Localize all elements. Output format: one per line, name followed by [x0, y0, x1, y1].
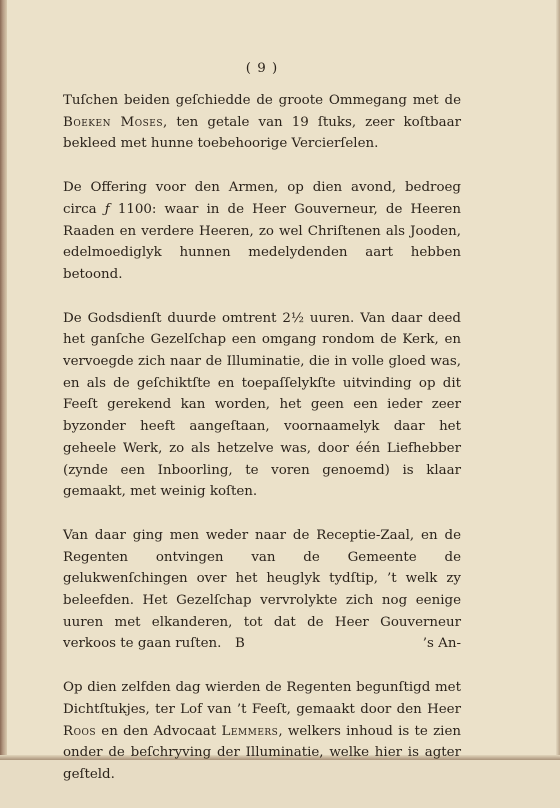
page-text-block	[63, 54, 461, 808]
signature-mark: B	[235, 636, 245, 651]
paragraph-text: Op dien zelfden dag wierden de Regenten begunſtigd met Dichtſtukjes, ter Lof van ’t Feeſt, gemaakt door den Heer	[63, 680, 461, 717]
paragraph-text: De Offering voor den Armen, op dien avond, bedroeg circa	[63, 180, 461, 217]
paragraph	[63, 177, 461, 286]
paragraph	[63, 677, 461, 786]
paragraph	[63, 90, 461, 155]
paragraph-text: , welkers inhoud is te zien onder de beſchryving der Illuminatie, welke hier is agter geſteld.	[63, 723, 461, 782]
page-left-edge	[0, 0, 7, 760]
paragraph-text: 1100: waar in de Heer Gouverneur, de Heeren Raaden en verdere Heeren, zo wel Chriſtenen als Jooden, edelmoediglyk hunnen medelydenden aart hebben betoond.	[63, 201, 461, 282]
page-number: ( 9 )	[245, 61, 279, 76]
paragraph-text: Tuſchen beiden geſchiedde de groote Ommegang met de	[63, 93, 461, 108]
paragraph-text: De Godsdienſt duurde omtrent 2½ uuren. Van daar deed het ganſche Gezelſchap een omgang rondom de Kerk, en vervoegde zich naar de Illuminatie, die in volle gloed was, en als de geſchiktſte en toepaſſelykſte uitvinding op dit Feeſt gerekend kan worden, het geen een ieder zeer byzonder heeft aangeſtaan, voornaamelyk daar het geheele Werk, zo als hetzelve was, door één Liefhebber (zynde een Inboorling, te voren genoemd) is klaar gemaakt, met weinig koſten.	[63, 310, 461, 500]
paragraph-text: , ten getale van 19 ſtuks, zeer koſtbaar bekleed met hunne toebehoorige Vercierſelen.	[63, 114, 461, 152]
small-caps-name: Boeken Moses	[63, 114, 164, 130]
paragraph-text: en den Advocaat	[96, 723, 222, 739]
small-caps-name: Lemmers	[221, 723, 279, 739]
page-right-edge	[556, 0, 560, 760]
small-caps-name: Roos	[63, 723, 97, 739]
paragraph	[63, 525, 461, 655]
paragraphs-container	[63, 90, 461, 786]
paragraph-text: Van daar ging men weder naar de Receptie-Zaal, en de Regenten ontvingen van de Gemeente de gelukwenſchingen over het heuglyk tydſtip, ’t welk zy beleefden. Het Gezelſchap vervrolykte zich nog eenige uuren met elkanderen, tot dat de Heer Gouverneur verkoos te gaan ruſten.	[63, 527, 461, 652]
catchword: ’s An-	[422, 636, 461, 651]
paragraph-text: ƒ	[104, 201, 110, 217]
paragraph	[63, 308, 461, 503]
